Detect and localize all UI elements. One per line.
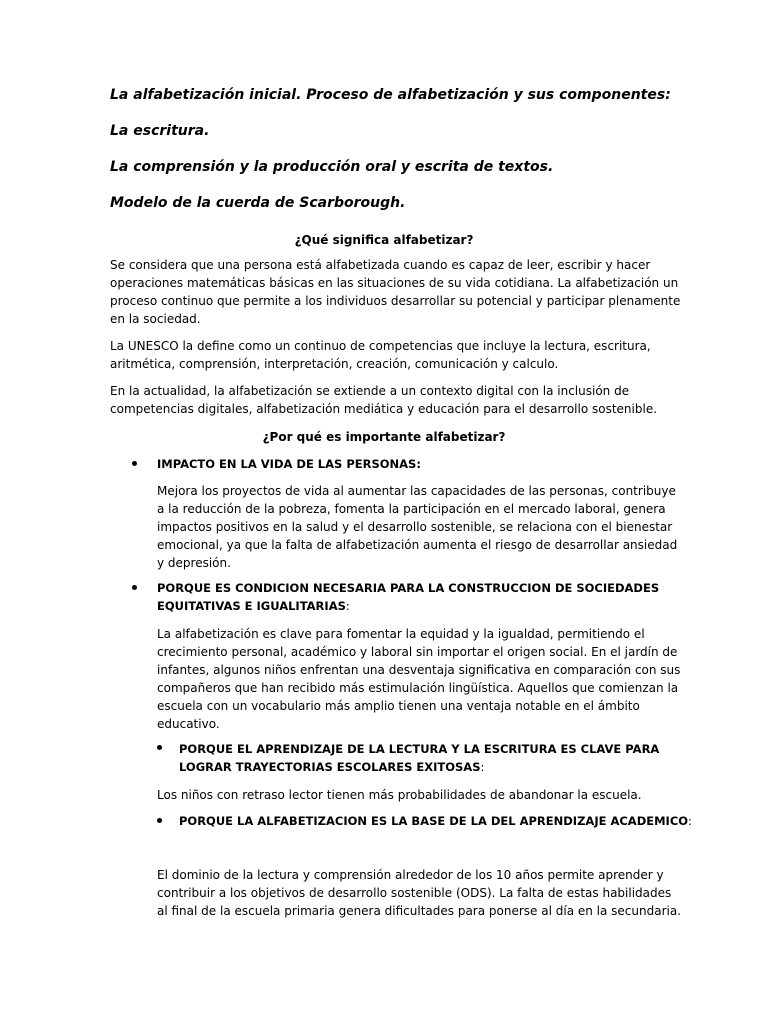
paragraph-line: y depresión. <box>157 556 231 570</box>
paragraph-digital <box>110 382 657 418</box>
paragraph-line: aritmética, comprensión, interpretación, creación, comunicación y calculo. <box>110 357 559 371</box>
section-title-que-significa: ¿Qué significa alfabetizar? <box>294 233 474 247</box>
paragraph-line: escuela con un vocabulario más amplio tienen una ventaja notable en el ámbito <box>157 699 640 713</box>
bullet-body-impacto <box>157 482 677 572</box>
bullet-dot-icon <box>157 818 162 823</box>
section-title-por-que: ¿Por qué es importante alfabetizar? <box>262 430 506 444</box>
heading-1: La alfabetización inicial. Proceso de alfabetización y sus componentes: <box>110 87 671 103</box>
bullet-heading-aprendizaje: PORQUE LA ALFABETIZACION ES LA BASE DE LA DEL APRENDIZAJE ACADEMICO: <box>179 814 692 828</box>
paragraph-line: La alfabetización es clave para fomentar la equidad y la igualdad, permitiendo el <box>157 627 645 641</box>
paragraph-line: a la reducción de la pobreza, fomenta la participación en el mercado laboral, genera <box>157 502 666 516</box>
heading-4: Modelo de la cuerda de Scarborough. <box>110 195 406 211</box>
paragraph-line: competencias digitales, alfabetización mediática y educación para el desarrollo sostenible. <box>110 402 658 416</box>
bullet-body-trayectorias <box>157 786 642 804</box>
paragraph-line: al final de la escuela primaria genera dificultades para ponerse al día en la secundaria. <box>157 904 682 918</box>
bullet-dot-icon <box>132 461 137 466</box>
paragraph-line: Mejora los proyectos de vida al aumentar las capacidades de las personas, contribuye <box>157 484 676 498</box>
paragraph-line: Se considera que una persona está alfabetizada cuando es capaz de leer, escribir y hacer <box>110 258 651 272</box>
bullet-dot-icon <box>157 745 162 750</box>
bullet-heading-trayectorias: PORQUE EL APRENDIZAJE DE LA LECTURA Y LA ESCRITURA ES CLAVE PARA LOGRAR TRAYECTORIAS ESCOLARES EXITOSAS: <box>179 742 660 774</box>
paragraph-line: proceso continuo que permite a los individuos desarrollar su potencial y participar plenamente <box>110 294 681 308</box>
paragraph-line: En la actualidad, la alfabetización se extiende a un contexto digital con la inclusión de <box>110 384 630 398</box>
heading-3: La comprensión y la producción oral y escrita de textos. <box>110 159 554 175</box>
paragraph-line: Los niños con retraso lector tienen más probabilidades de abandonar la escuela. <box>157 788 642 802</box>
paragraph-line: en la sociedad. <box>110 312 201 326</box>
paragraph-line: compañeros que han recibido más estimulación lingüística. Aquellos que comienzan la <box>157 681 679 695</box>
paragraph-line: operaciones matemáticas básicas en las situaciones de su vida cotidiana. La alfabetización un <box>110 276 679 290</box>
bullet-heading-impacto: IMPACTO EN LA VIDA DE LAS PERSONAS: <box>157 457 421 471</box>
bullet-heading-sociedades: PORQUE ES CONDICION NECESARIA PARA LA CONSTRUCCION DE SOCIEDADES EQUITATIVAS E IGUALITARIAS: <box>157 581 660 613</box>
paragraph-line: La UNESCO la define como un continuo de competencias que incluye la lectura, escritura, <box>110 339 651 353</box>
bullet-dot-icon <box>132 585 137 590</box>
paragraph-line: educativo. <box>157 717 220 731</box>
paragraph-line: emocional, ya que la falta de alfabetización aumenta el riesgo de desarrollar ansiedad <box>157 538 678 552</box>
paragraph-definition <box>110 256 680 328</box>
bullet-body-sociedades <box>157 625 680 733</box>
paragraph-line: contribuir a los objetivos de desarrollo sostenible (ODS). La falta de estas habilidades <box>157 886 672 900</box>
paragraph-line: impactos positivos en la salud y el desarrollo sostenible, se relaciona con el bienestar <box>157 520 673 534</box>
paragraph-line: crecimiento personal, académico y laboral sin importar el origen social. En el jardín de <box>157 645 678 659</box>
paragraph-line: El dominio de la lectura y comprensión alrededor de los 10 años permite aprender y <box>157 868 664 882</box>
heading-2: La escritura. <box>110 123 210 139</box>
paragraph-unesco <box>110 337 651 373</box>
paragraph-line: infantes, algunos niños enfrentan una desventaja significativa en comparación con sus <box>157 663 681 677</box>
bullet-body-aprendizaje <box>157 866 681 920</box>
